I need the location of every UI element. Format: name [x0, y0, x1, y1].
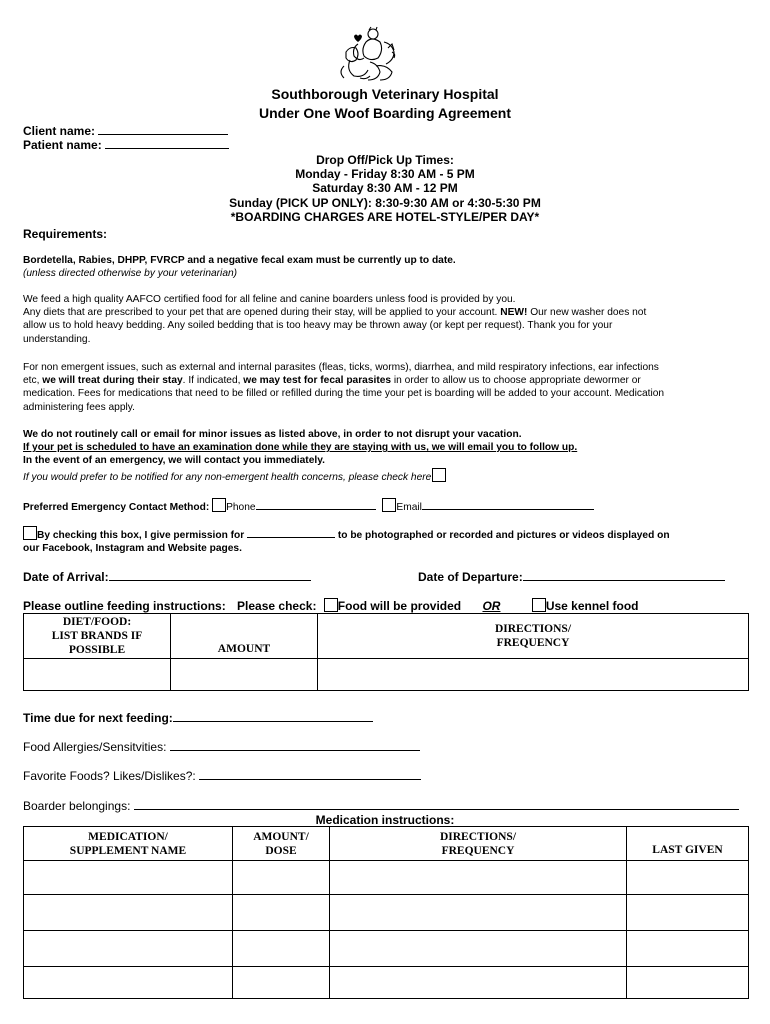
issues-paragraph — [23, 361, 758, 414]
food-provided-checkbox[interactable] — [324, 598, 338, 612]
medication-name-header — [24, 827, 233, 861]
allergies-label: Food Allergies/Sensitvities: — [23, 740, 167, 754]
medication-table — [23, 826, 749, 999]
feeding-instructions-row — [23, 598, 763, 613]
med-directions-line-2: FREQUENCY — [441, 844, 515, 857]
med-directions-cell[interactable] — [330, 861, 627, 895]
hospital-title: Southborough Veterinary Hospital — [271, 86, 499, 102]
phone-checkbox[interactable] — [212, 498, 226, 512]
last-given-cell[interactable] — [627, 895, 749, 931]
feeding-entry-row — [24, 659, 749, 691]
permission-checkbox[interactable] — [23, 526, 37, 540]
food-line-3: allow us to hold heavy bedding. Any soiled bedding that is too heavy may be thrown away (or kept per request). Thank you for your — [23, 320, 613, 332]
med-name-cell[interactable] — [24, 861, 233, 895]
medication-header-row — [24, 827, 749, 861]
client-name-line[interactable] — [98, 123, 228, 135]
favorites-label: Favorite Foods? Likes/Dislikes?: — [23, 769, 196, 783]
emergency-contact-row — [23, 498, 594, 514]
med-directions-cell[interactable] — [330, 967, 627, 999]
allergies-line[interactable] — [170, 739, 420, 751]
favorites-line[interactable] — [199, 768, 421, 780]
client-name-label: Client name: — [23, 124, 96, 138]
diet-header-line-3: POSSIBLE — [68, 644, 126, 656]
dose-cell[interactable] — [233, 895, 330, 931]
dose-header-line-2: DOSE — [265, 844, 297, 857]
directions-header-line-2: FREQUENCY — [496, 637, 570, 649]
please-check-label: Please check: — [237, 599, 317, 613]
pet-name-line[interactable] — [247, 526, 335, 538]
favorites-field[interactable] — [23, 768, 421, 783]
arrival-line[interactable] — [109, 569, 311, 581]
directions-header-line-1: DIRECTIONS/ — [494, 623, 572, 635]
email-label: Email — [396, 502, 422, 513]
permission-line-1 — [23, 526, 763, 542]
food-provided-label: Food will be provided — [337, 599, 462, 613]
med-header-line-2: SUPPLEMENT NAME — [69, 844, 187, 857]
logo — [336, 22, 406, 84]
feeding-table — [23, 613, 749, 691]
contact-line-4 — [23, 468, 758, 484]
next-feeding-field[interactable] — [23, 710, 373, 725]
issues-line-2e: in order to allow us to choose appropriate dewormer or — [391, 375, 641, 387]
last-given-header — [627, 827, 749, 861]
issues-line-2c: . If indicated, — [182, 375, 244, 387]
food-paragraph — [23, 293, 753, 346]
phone-line[interactable] — [256, 498, 376, 510]
photo-permission — [23, 526, 763, 555]
diet-header-line-2: LIST BRANDS IF — [51, 630, 143, 642]
feeding-header-row — [24, 614, 749, 659]
last-given-cell[interactable] — [627, 861, 749, 895]
vaccines-note: (unless directed otherwise by your veterinarian) — [23, 268, 238, 279]
notify-text: If you would prefer to be notified for any non-emergent health concerns, please check here — [23, 471, 432, 483]
dose-cell[interactable] — [233, 931, 330, 967]
fecal-test-note: we may test for fecal parasites — [243, 375, 392, 387]
food-line-2c: Our new washer does not — [527, 307, 647, 319]
directions-cell[interactable] — [318, 659, 749, 691]
amount-cell[interactable] — [171, 659, 318, 691]
directions-header — [318, 614, 749, 659]
dose-header-line-1: AMOUNT/ — [253, 830, 309, 843]
charges-note: *BOARDING CHARGES ARE HOTEL-STYLE/PER DAY* — [230, 210, 540, 224]
next-feeding-label: Time due for next feeding: — [23, 711, 173, 725]
diet-header-line-1: DIET/FOOD: — [62, 616, 132, 628]
med-name-cell[interactable] — [24, 895, 233, 931]
issues-line-1: For non emergent issues, such as external and internal parasites (fleas, ticks, worms), diarrhea, and mild respiratory infections, ear infections — [23, 362, 659, 373]
diet-food-header — [24, 614, 171, 659]
kennel-food-label: Use kennel food — [545, 599, 639, 613]
med-name-cell[interactable] — [24, 931, 233, 967]
issues-line-4: administering fees apply. — [23, 401, 135, 413]
food-line-4: understanding. — [23, 333, 91, 345]
saturday-hours: Saturday 8:30 AM - 12 PM — [312, 181, 458, 195]
last-given-text: LAST GIVEN — [652, 844, 723, 856]
patient-name-field[interactable] — [23, 137, 229, 152]
dose-header — [233, 827, 330, 861]
last-given-cell[interactable] — [627, 967, 749, 999]
departure-label: Date of Departure: — [418, 570, 523, 584]
food-line-2 — [23, 306, 753, 319]
departure-field[interactable] — [418, 569, 725, 584]
treat-during-stay: we will treat during their stay — [42, 375, 183, 387]
permission-text-a: By checking this box, I give permission for — [37, 530, 245, 541]
kennel-food-checkbox[interactable] — [532, 598, 546, 612]
dose-cell[interactable] — [233, 967, 330, 999]
medication-row — [24, 895, 749, 931]
email-line[interactable] — [422, 498, 594, 510]
amount-header — [171, 614, 318, 659]
permission-text-b: to be photographed or recorded and pictures or videos displayed on — [337, 530, 670, 541]
next-feeding-line[interactable] — [173, 710, 373, 722]
emergency-label: Preferred Emergency Contact Method: — [23, 502, 210, 513]
patient-name-label: Patient name: — [23, 138, 102, 152]
dropoff-heading: Drop Off/Pick Up Times: — [316, 153, 454, 167]
med-header-line-1: MEDICATION/ — [88, 830, 168, 843]
belongings-field[interactable] — [23, 798, 739, 813]
vaccines-text: Bordetella, Rabies, DHPP, FVRCP and a negative fecal exam must be currently up to date. — [23, 255, 456, 266]
med-directions-line-1: DIRECTIONS/ — [439, 830, 517, 843]
notify-checkbox[interactable] — [432, 468, 446, 482]
phone-label: Phone — [226, 502, 256, 513]
contact-line-2: If your pet is scheduled to have an examination done while they are staying with us, we will email you to follow up. — [23, 442, 578, 454]
client-name-field[interactable] — [23, 123, 228, 138]
issues-line-2 — [23, 374, 758, 387]
feeding-outline-label: Please outline feeding instructions: — [23, 599, 226, 613]
arrival-field[interactable] — [23, 569, 311, 584]
medication-heading: Medication instructions: — [315, 813, 455, 827]
contact-paragraph — [23, 428, 758, 484]
belongings-line[interactable] — [134, 798, 739, 810]
permission-line-2: our Facebook, Instagram and Website pages. — [23, 543, 242, 555]
dose-cell[interactable] — [233, 861, 330, 895]
departure-line[interactable] — [523, 569, 725, 581]
sunday-hours: Sunday (PICK UP ONLY): 8:30-9:30 AM or 4:30-5:30 PM — [229, 196, 541, 210]
food-line-2a: Any diets that are prescribed to your pet that are opened during their stay, will be applied to your account. — [23, 307, 501, 319]
new-badge: NEW! — [500, 307, 528, 319]
contact-line-1: We do not routinely call or email for minor issues as listed above, in order to not disrupt your vacation. — [23, 429, 522, 440]
med-directions-header — [330, 827, 627, 861]
medication-row — [24, 861, 749, 895]
medication-row — [24, 931, 749, 967]
arrival-label: Date of Arrival: — [23, 570, 109, 584]
or-label: OR — [482, 599, 501, 613]
weekday-hours: Monday - Friday 8:30 AM - 5 PM — [295, 167, 475, 181]
med-directions-cell[interactable] — [330, 931, 627, 967]
belongings-label: Boarder belongings: — [23, 799, 131, 813]
patient-name-line[interactable] — [105, 137, 229, 149]
agreement-title: Under One Woof Boarding Agreement — [258, 105, 511, 121]
amount-header-text: AMOUNT — [217, 643, 271, 655]
med-name-cell[interactable] — [24, 967, 233, 999]
animals-logo-icon — [336, 22, 406, 84]
issues-line-3: medication. Fees for medications that need to be filled or refilled during the time your pet is boarding will be added to your account. Medication — [23, 388, 665, 400]
medication-row — [24, 967, 749, 999]
contact-line-3: In the event of an emergency, we will contact you immediately. — [23, 455, 325, 467]
diet-cell[interactable] — [24, 659, 171, 691]
last-given-cell[interactable] — [627, 931, 749, 967]
med-directions-cell[interactable] — [330, 895, 627, 931]
food-line-1: We feed a high quality AAFCO certified food for all feline and canine boarders unless food is provided by you. — [23, 294, 516, 305]
issues-line-2a: etc, — [23, 375, 43, 387]
requirements-heading: Requirements: — [23, 227, 108, 241]
allergies-field[interactable] — [23, 739, 420, 754]
email-checkbox[interactable] — [382, 498, 396, 512]
